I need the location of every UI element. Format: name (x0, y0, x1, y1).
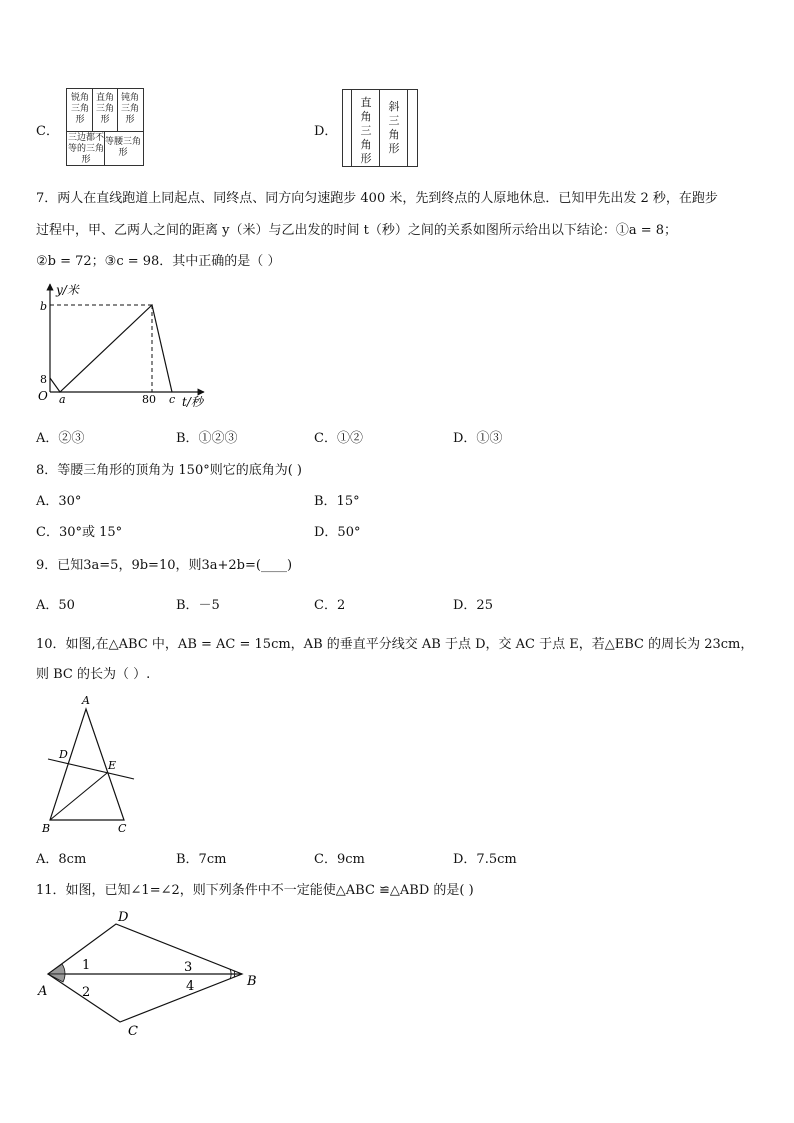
q7-distance-line (50, 305, 172, 392)
q7-stem-line1: 7．两人在直线跑道上同起点、同终点、同方向匀速跑步 400 米，先到终点的人原地休息．已知甲先出发 2 秒，在跑步 (36, 191, 718, 206)
q7-c-label: c (169, 393, 176, 406)
q11-angle-4-label: 4 (186, 979, 195, 994)
q6-c-cell-isosceles: 等腰三角形 (105, 137, 142, 158)
q6-c-cell-right: 直角三角形 (95, 93, 114, 125)
q7-option-d[interactable]: D．①③ (453, 431, 503, 446)
q6-d-cell-oblique: 斜三角形 (388, 100, 400, 155)
q11-label-d: D (118, 910, 129, 925)
q10-option-b[interactable]: B．7cm (176, 852, 227, 867)
q10-label-e: E (108, 759, 117, 772)
q10-stem-line1: 10．如图,在△ABC 中，AB = AC = 15cm，AB 的垂直平分线交 AB 于点 D，交 AC 于点 E，若△EBC 的周长为 23cm， (36, 637, 754, 652)
q7-option-c[interactable]: C．①② (314, 431, 363, 446)
q9-stem: 9．已知3a=5，9b=10，则3a+2b=(____) (36, 558, 293, 573)
q7-stem-line2: 过程中，甲、乙两人之间的距离 y（米）与乙出发的时间 t（秒）之间的关系如图所示给出以下结论：①a = 8； (36, 223, 678, 238)
q7-stem-line3: ②b = 72；③c = 98．其中正确的是（ ） (36, 254, 281, 269)
q9-option-a[interactable]: A．50 (36, 598, 75, 613)
q10-label-d: D (59, 748, 68, 761)
q6-option-d-label: D． (314, 124, 338, 139)
q11-angle-1-mark (48, 964, 65, 974)
q10-stem-line2: 则 BC 的长为（ ）. (36, 667, 151, 682)
q11-angle-2-mark (48, 974, 65, 982)
q10-triangle-figure (36, 692, 146, 842)
q6-option-d-figure (342, 89, 418, 167)
q11-label-b: B (247, 974, 257, 989)
q11-stem: 11．如图，已知∠1=∠2，则下列条件中不一定能使△ABC ≌△ABD 的是( ) (36, 883, 474, 898)
q10-segment-be (50, 773, 107, 820)
q6-c-cell-acute: 锐角三角形 (70, 93, 89, 125)
q11-label-a: A (38, 984, 48, 999)
q7-80-label: 80 (142, 393, 156, 406)
q8-option-a[interactable]: A．30° (36, 494, 82, 509)
q11-angle-1-label: 1 (82, 958, 91, 973)
q7-a-label: a (59, 393, 66, 406)
q9-option-d[interactable]: D．25 (453, 598, 493, 613)
q10-option-a[interactable]: A．8cm (36, 852, 87, 867)
q11-quadrilateral (48, 924, 242, 1022)
q11-kite-figure (34, 904, 274, 1044)
q7-x-label: t/秒 (182, 395, 203, 409)
q10-option-c[interactable]: C．9cm (314, 852, 365, 867)
q6-option-c-figure (66, 88, 144, 166)
q11-angle-2-label: 2 (82, 985, 91, 1000)
q10-label-a: A (82, 694, 90, 707)
q10-label-c: C (118, 822, 127, 835)
q11-label-c: C (128, 1024, 138, 1039)
q11-angle-3-label: 3 (184, 960, 193, 975)
q10-perpendicular-bisector (48, 759, 134, 779)
q7-8-label: 8 (40, 373, 47, 386)
q8-option-d[interactable]: D．50° (314, 525, 361, 540)
q10-option-d[interactable]: D．7.5cm (453, 852, 517, 867)
q10-label-b: B (42, 822, 51, 835)
q6-option-c-label: C． (36, 124, 59, 139)
q6-d-cell-right: 直角三角形 (360, 96, 372, 165)
q7-option-a[interactable]: A．②③ (36, 431, 85, 446)
q7-y-label: y/米 (56, 283, 79, 297)
q7-option-b[interactable]: B．①②③ (176, 431, 238, 446)
q8-option-c[interactable]: C．30°或 15° (36, 525, 123, 540)
q7-graph (32, 280, 222, 412)
q7-origin-label: O (38, 389, 48, 403)
q8-stem: 8．等腰三角形的顶角为 150°则它的底角为( ) (36, 463, 302, 478)
q9-option-b[interactable]: B．－5 (176, 598, 220, 613)
q6-c-cell-scalene: 三边都不等的三角形 (68, 133, 105, 165)
q7-b-label: b (40, 300, 48, 313)
q6-c-cell-obtuse: 钝角三角形 (120, 93, 139, 125)
q9-option-c[interactable]: C．2 (314, 598, 346, 613)
q8-option-b[interactable]: B．15° (314, 494, 360, 509)
